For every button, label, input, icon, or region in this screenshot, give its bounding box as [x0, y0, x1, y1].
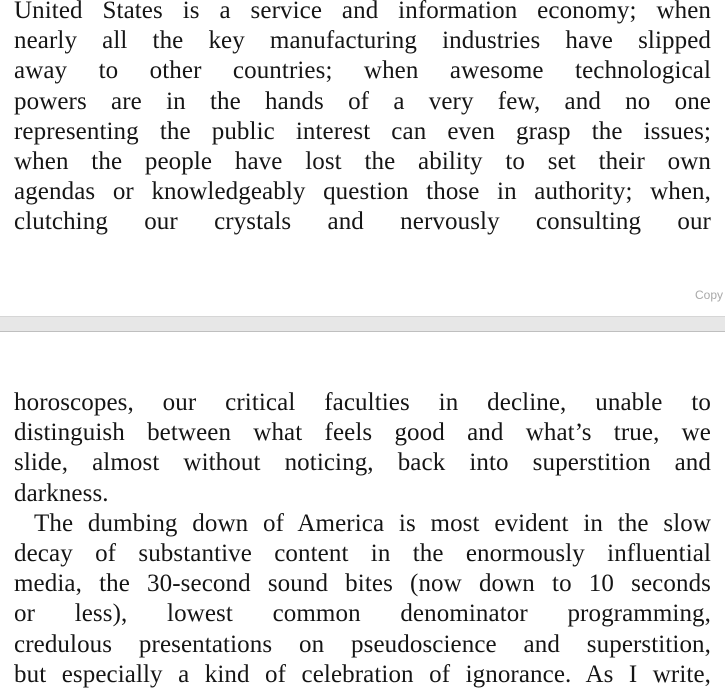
text-line: media, the 30-second sound bites (now down to 10 seconds	[14, 570, 711, 598]
text-line: clutching our crystals and nervously consulting our	[14, 208, 711, 236]
copy-button[interactable]: Copy	[694, 288, 723, 302]
text-line: slide, almost without noticing, back into superstition and	[14, 449, 711, 477]
text-line: horoscopes, our critical faculties in decline, unable to	[14, 389, 711, 416]
text-line: powers are in the hands of a very few, and no one	[14, 87, 711, 115]
text-line: decay of substantive content in the enormously influential	[14, 539, 711, 567]
text-line: when the people have lost the ability to set their own	[14, 147, 711, 175]
text-line: darkness.	[14, 479, 109, 507]
text-line: agendas or knowledgeably question those in authority; when,	[14, 178, 711, 206]
text-line: away to other countries; when awesome technological	[14, 57, 711, 85]
page-top-text	[14, 0, 711, 238]
text-line: or less), lowest common denominator programming,	[14, 600, 711, 628]
text-line: distinguish between what feels good and what’s true, we	[14, 419, 711, 447]
text-line: but especially a kind of celebration of ignorance. As I write,	[14, 660, 711, 688]
text-line: United States is a service and information economy; when	[14, 0, 711, 24]
text-line: The dumbing down of America is most evident in the slow	[34, 509, 711, 537]
text-line: credulous presentations on pseudoscience and superstition,	[14, 630, 711, 658]
text-line: nearly all the key manufacturing industries have slipped	[14, 27, 711, 55]
page-bottom-text	[14, 388, 711, 690]
text-line: representing the public interest can even grasp the issues;	[14, 117, 711, 145]
page-break-separator	[0, 316, 725, 332]
